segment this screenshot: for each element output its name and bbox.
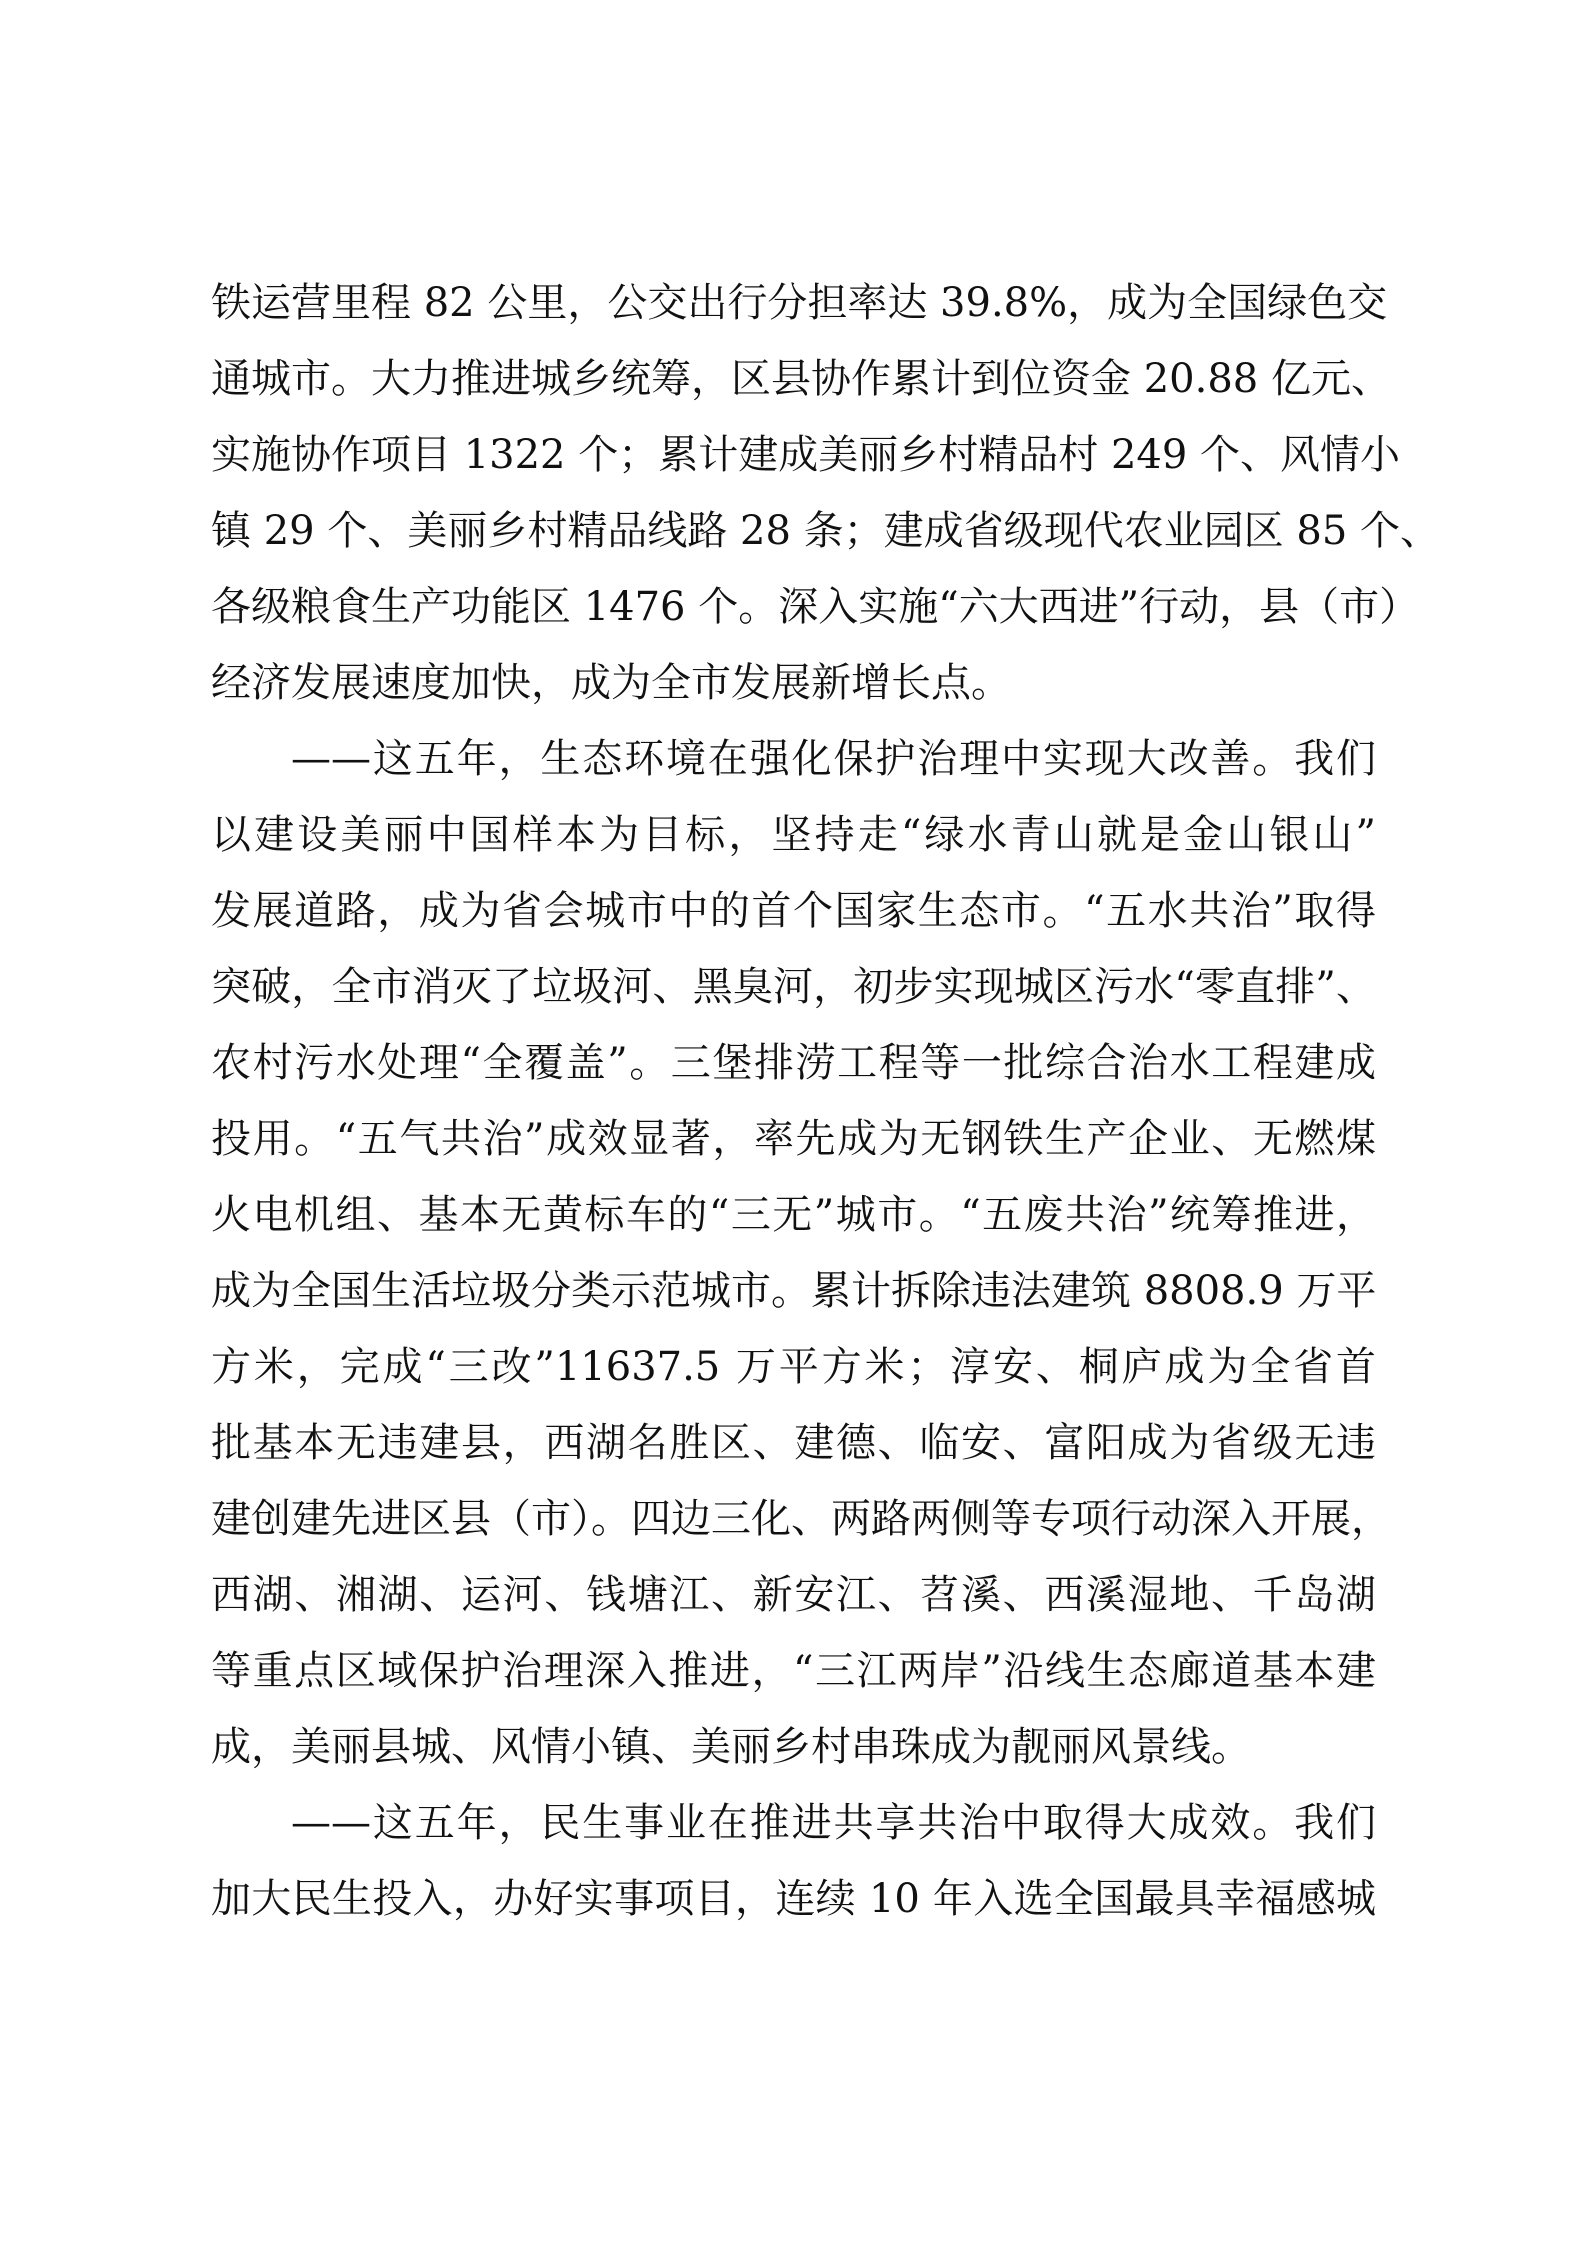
paragraph-transport-urban-rural (211, 265, 1440, 721)
text-line: 镇 29 个、美丽乡村精品线路 28 条；建成省级现代农业园区 85 个、 (211, 508, 1440, 554)
paragraph-livelihood (211, 1785, 1376, 1937)
text-line: ——这五年，民生事业在推进共享共治中取得大成效。我们 (291, 1800, 1376, 1846)
text-line: 各级粮食生产功能区 1476 个。深入实施“六大西进”行动，县（市） (211, 584, 1420, 630)
text-line: 西湖、湘湖、运河、钱塘江、新安江、苕溪、西溪湿地、千岛湖 (211, 1572, 1376, 1618)
text-line: 通城市。大力推进城乡统筹，区县协作累计到位资金 20.88 亿元、 (211, 356, 1391, 402)
text-line: 加大民生投入，办好实事项目，连续 10 年入选全国最具幸福感城 (211, 1876, 1376, 1922)
text-line: 实施协作项目 1322 个；累计建成美丽乡村精品村 249 个、风情小 (211, 432, 1401, 478)
text-line: 经济发展速度加快，成为全市发展新增长点。 (211, 660, 1011, 706)
text-line: 铁运营里程 82 公里，公交出行分担率达 39.8%，成为全国绿色交 (211, 280, 1388, 326)
text-line: 成为全国生活垃圾分类示范城市。累计拆除违法建筑 8808.9 万平 (211, 1268, 1377, 1314)
text-line: 农村污水处理“全覆盖”。三堡排涝工程等一批综合治水工程建成 (211, 1040, 1376, 1086)
text-line: 突破，全市消灭了垃圾河、黑臭河，初步实现城区污水“零直排”、 (211, 964, 1376, 1010)
text-line: 等重点区域保护治理深入推进，“三江两岸”沿线生态廊道基本建 (211, 1648, 1376, 1694)
text-line: 批基本无违建县，西湖名胜区、建德、临安、富阳成为省级无违 (211, 1420, 1376, 1466)
paragraph-ecology (211, 721, 1391, 1785)
text-line: 发展道路，成为省会城市中的首个国家生态市。“五水共治”取得 (211, 888, 1376, 934)
document-page (211, 265, 1440, 1937)
text-line: 方米，完成“三改”11637.5 万平方米；淳安、桐庐成为全省首 (211, 1344, 1376, 1390)
text-line: ——这五年，生态环境在强化保护治理中实现大改善。我们 (291, 736, 1376, 782)
text-line: 成，美丽县城、风情小镇、美丽乡村串珠成为靓丽风景线。 (211, 1724, 1251, 1770)
text-line: 建创建先进区县（市）。四边三化、两路两侧等专项行动深入开展， (211, 1496, 1391, 1542)
text-line: 火电机组、基本无黄标车的“三无”城市。“五废共治”统筹推进， (211, 1192, 1376, 1238)
text-line: 投用。“五气共治”成效显著，率先成为无钢铁生产企业、无燃煤 (211, 1116, 1376, 1162)
text-line: 以建设美丽中国样本为目标，坚持走“绿水青山就是金山银山” (211, 812, 1376, 858)
